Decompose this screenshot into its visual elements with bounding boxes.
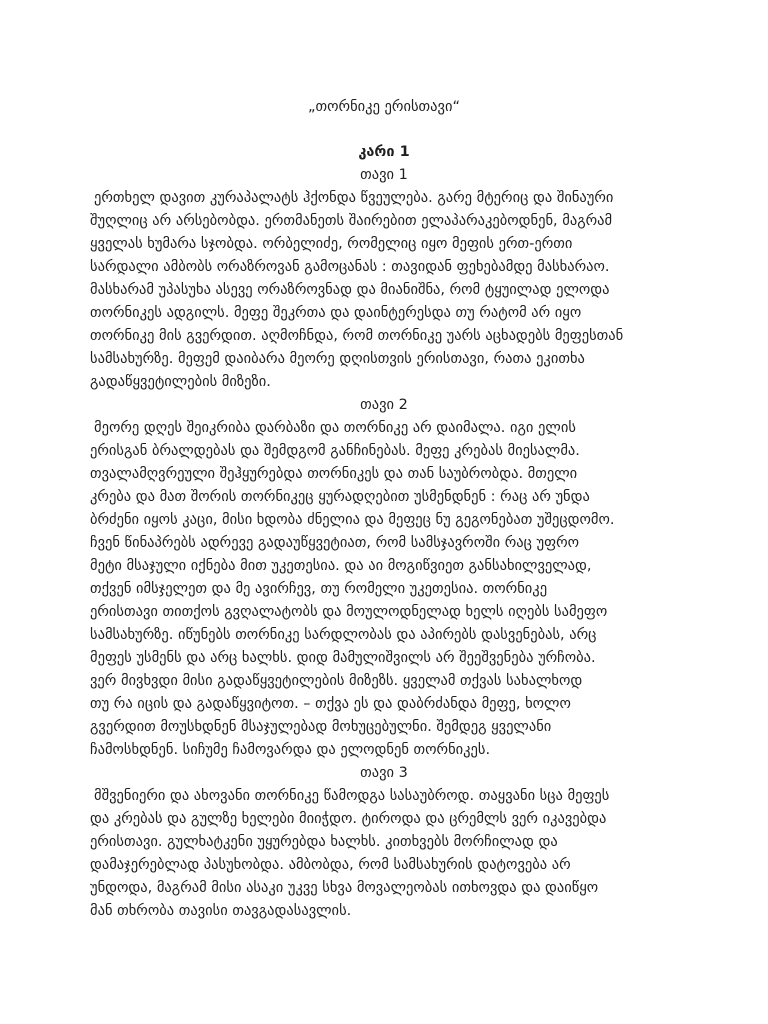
body-text-line: ვერ მივხვდი მისი გადაწყვეტილების მიზეზს. ყველამ თქვას სახალხოდ	[90, 673, 583, 689]
body-text-line: მშვენიერი და ახოვანი თორნიკე წამოდგა სასაუბროდ. თაყვანი სცა მეფეს	[94, 788, 610, 804]
body-text-line: ერისთავი. გულხატკენი უყურებდა ხალხს. კითხვებს მორჩილად და	[90, 834, 558, 850]
body-text-line: თუ რა იცის და გადაწყვიტოთ. – თქვა ეს და დაბრძანდა მეფე, ხოლო	[90, 696, 571, 712]
body-text-line: ჩამოსხდნენ. სიჩუმე ჩამოვარდა და ელოდნენ თორნიკეს.	[90, 742, 491, 758]
body-text-line: სარდალი ამბობს ორაზროვან გამოცანას : თავიდან ფეხებამდე მასხარაო.	[90, 259, 610, 275]
body-text-line: ჩვენ წინაპრებს ადრევე გადაუწყვეტიათ, რომ სამსჯავროში რაც უფრო	[90, 535, 580, 551]
body-text-line: თორნიკეს ადგილს. მეფე შეკრთა და დაინტერესდა თუ რატომ არ იყო	[90, 305, 582, 321]
body-text-line: უნდოდა, მაგრამ მისი ასაკი უკვე სხვა მოვალეობას ითხოვდა და დაიწყო	[90, 880, 599, 896]
body-text-line: ერთხელ დავით კურაპალატს ჰქონდა წვეულება. გარე მტერიც და შინაური	[94, 190, 614, 206]
body-text-line: დამაჯერებლად პასუხობდა. ამბობდა, რომ სამსახურის დატოვება არ	[90, 857, 571, 873]
section-2	[90, 394, 678, 762]
section-1	[90, 164, 678, 394]
paragraph	[90, 417, 678, 762]
body-text-line: სამსახურზე. იწუნებს თორნიკე სარდლობას და აპირებს დასვენებას, არც	[90, 627, 597, 643]
body-text-line: შუღლიც არ არსებობდა. ერთმანეთს შაირებით ელაპარაკებოდნენ, მაგრამ	[90, 213, 613, 229]
body-text-line: სამსახურზე. მეფემ დაიბარა მეორე დღისთვის ერისთავი, რათა ეკითხა	[90, 351, 585, 367]
title-spacer	[90, 119, 678, 141]
section-heading: თავი 3	[360, 765, 408, 781]
section-heading: თავი 2	[360, 397, 408, 413]
body-text-line: მან თხრობა თავისი თავგადასავლის.	[90, 903, 352, 919]
document-title: „თორნიკე ერისთავი“	[308, 99, 460, 115]
body-text-line: თვალამღვრეული შეჰყურებდა თორნიკეს და თან საუბრობდა. მთელი	[90, 466, 578, 482]
paragraph	[90, 187, 678, 394]
body-text-line: ყველას ხუმარა სჯობდა. ორბელიძე, რომელიც იყო მეფის ერთ-ერთი	[90, 236, 573, 252]
section-3	[90, 762, 678, 923]
body-text-line: და კრებას და გულზე ხელები მიიჭდო. ტიროდა და ცრემლს ვერ იკავებდა	[90, 811, 607, 827]
body-text-line: გადაწყვეტილების მიზეზი.	[90, 374, 271, 390]
body-text-line: მეფეს უსმენს და არც ხალხს. დიდ მამულიშვილს არ შეეშვენება ურჩობა.	[90, 650, 596, 666]
body-text-line: მეორე დღეს შეიკრიბა დარბაზი და თორნიკე არ დაიმალა. იგი ელის	[94, 420, 576, 436]
body-text-line: ერისგან ბრალდებას და შემდგომ განჩინებას. მეფე კრებას მიესალმა.	[90, 443, 580, 459]
body-text-line: თორნიკე მის გვერდით. აღმოჩნდა, რომ თორნიკე უარს აცხადებს მეფესთან	[90, 328, 624, 344]
body-text-line: მეტი მსაჯული იქნება მით უკეთესია. და აი მოგიწვიეთ განსახილველად,	[90, 558, 592, 574]
body-text-line: გვერდით მოუსხდნენ მსაჯულებად მოხუცებულნი. შემდეგ ყველანი	[90, 719, 552, 735]
section-heading: თავი 1	[360, 167, 408, 183]
document-page	[90, 96, 678, 923]
part-heading: კარი 1	[358, 144, 410, 160]
body-text-line: კრება და მათ შორის თორნიკეც ყურადღებით უსმენდნენ : რაც არ უნდა	[90, 489, 590, 505]
body-text-line: მასხარამ უპასუხა ასევე ორაზროვნად და მიანიშნა, რომ ტყუილად ელოდა	[90, 282, 610, 298]
body-text-line: ერისთავი თითქოს გვღალატობს და მოულოდნელად ხელს იღებს სამეფო	[90, 604, 608, 620]
paragraph	[90, 785, 678, 923]
body-text-line: თქვენ იმსჯელეთ და მე ავირჩევ, თუ რომელი უკეთესია. თორნიკე	[90, 581, 548, 597]
body-text-line: ბრძენი იყოს კაცი, მისი ხდობა ძნელია და მეფეც ნუ გეგონებათ უშეცდომო.	[90, 512, 615, 528]
